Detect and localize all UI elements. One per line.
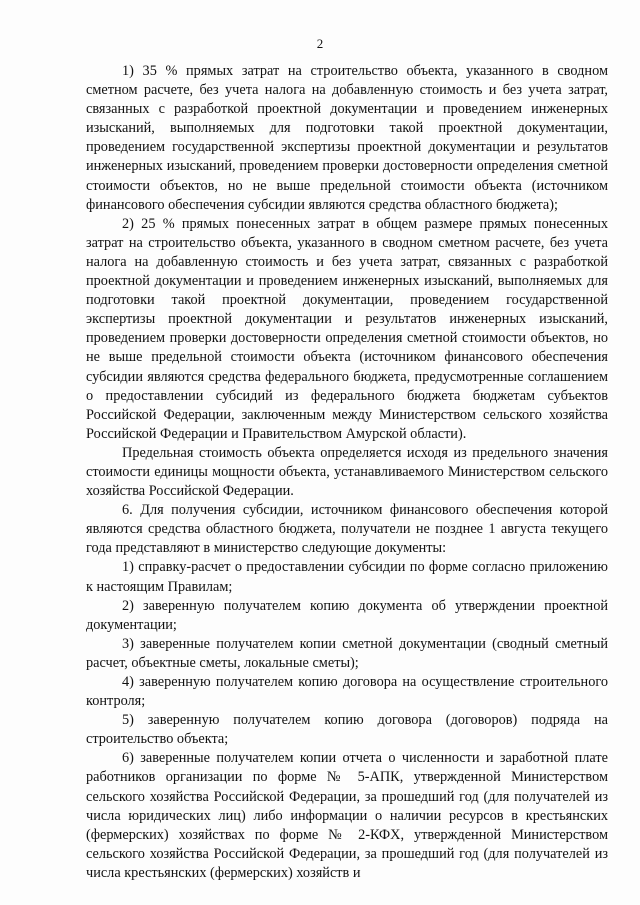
paragraph-max-cost: Предельная стоимость объекта определяется исходя из предельного значения стоимости единицы мощности объекта, устанавливаемого Министерством сельского хозяйства Российской Федерации. <box>86 444 608 500</box>
page-number: 2 <box>316 36 324 51</box>
list-item-project-approval-copy: 2) заверенную получателем копию документа об утверждении проектной документации; <box>86 597 608 633</box>
document-body <box>86 62 608 883</box>
list-item-construction-contract: 5) заверенную получателем копию договора (договоров) подряда на строительство объекта; <box>86 712 608 748</box>
list-item-construction-control-contract: 4) заверенную получателем копию договора на осуществление строительного контроля; <box>86 674 608 710</box>
list-item-calculation-certificate: 1) справку-расчет о предоставлении субсидии по форме согласно приложению к настоящим Правилам; <box>86 559 608 595</box>
paragraph-item-1-35-percent: 1) 35 % прямых затрат на строительство объекта, указанного в сводном сметном расчете, без учета налога на добавленную стоимость и без учета затрат, связанных с разработкой проектной документации и проведением инженерных изысканий, выполняемых для подготовки такой проектной документации, проведением государственной экспертизы проектной документации и результатов инженерных изысканий, проведением проверки достоверности определения сметной стоимости объектов, но не выше предельной стоимости объекта (источником финансового обеспечения субсидии являются средства областного бюджета); <box>86 63 608 213</box>
list-item-staff-report: 6) заверенные получателем копии отчета о численности и заработной плате работников организации по форме № 5-АПК, утвержденной Министерством сельского хозяйства Российской Федерации, за прошедший год (для получателей из числа юридических лиц) либо информации о наличии ресурсов в крестьянских (фермерских) хозяйствах по форме № 2-КФХ, утвержденной Министерством сельского хозяйства Российской Федерации, за прошедший год (для получателей из числа крестьянских (фермерских) хозяйств и <box>86 750 608 881</box>
paragraph-item-2-25-percent: 2) 25 % прямых понесенных затрат в общем размере прямых понесенных затрат на строительство объекта, указанного в сводном сметном расчете, без учета налога на добавленную стоимость и без учета затрат, связанных с разработкой проектной документации и проведением инженерных изысканий, выполняемых для подготовки такой проектной документации, проведением государственной экспертизы проектной документации и результатов инженерных изысканий, проведением проверки достоверности определения сметной стоимости объектов, но не выше предельной стоимости объекта (источником финансового обеспечения субсидии являются средства федерального бюджета, предусмотренные соглашением о предоставлении субсидий из федерального бюджета бюджетам субъектов Российской Федерации, заключенным между Министерством сельского хозяйства Российской Федерации и Правительством Амурской области). <box>86 215 608 442</box>
paragraph-section-6: 6. Для получения субсидии, источником финансового обеспечения которой являются средства областного бюджета, получатели не позднее 1 августа текущего года представляют в министерство следующие документы: <box>86 502 608 557</box>
list-item-estimate-copies: 3) заверенные получателем копии сметной документации (сводный сметный расчет, объектные сметы, локальные сметы); <box>86 635 608 671</box>
